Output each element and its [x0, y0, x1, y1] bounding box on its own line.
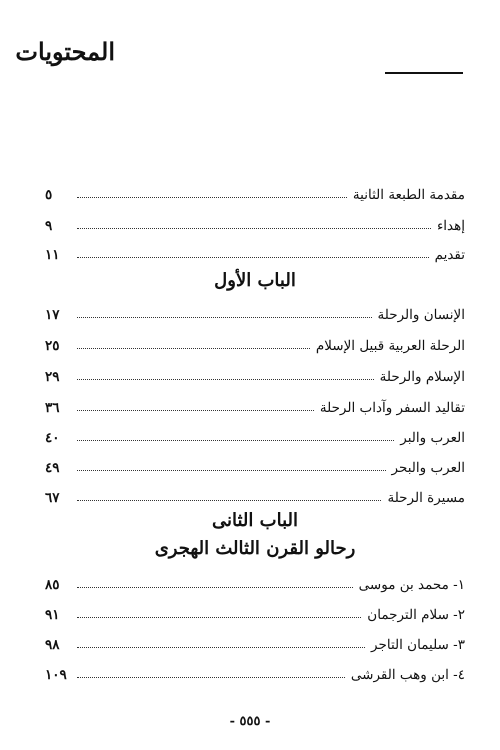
toc-page-number: ٦٧	[45, 489, 60, 506]
dot-leader	[77, 617, 361, 618]
toc-entry-label: إهداء	[436, 217, 465, 234]
dot-leader	[77, 348, 310, 349]
toc-entry[interactable]	[45, 483, 465, 505]
toc-page-number: ٤٩	[45, 459, 60, 476]
toc-page-number: ٤٠	[45, 429, 60, 446]
dot-leader	[77, 317, 372, 318]
toc-entry[interactable]	[45, 331, 465, 353]
toc-page-number: ١١	[45, 246, 60, 263]
toc-entry[interactable]	[45, 423, 465, 445]
toc-page-number: ٥	[45, 186, 53, 203]
toc-entry[interactable]	[45, 453, 465, 475]
toc-page-number: ٢٩	[45, 368, 60, 385]
toc-entry-label: تقديم	[434, 246, 465, 263]
dot-leader	[77, 197, 347, 198]
toc-entry[interactable]	[45, 211, 465, 233]
toc-page-number: ٩١	[45, 606, 60, 623]
toc-entry-label: الإسلام والرحلة	[379, 368, 465, 385]
toc-page-number: ٩٨	[45, 636, 60, 653]
part-two-heading: الباب الثانى	[211, 510, 299, 531]
toc-page-number: ٨٥	[45, 576, 60, 593]
toc-entry[interactable]	[45, 660, 465, 682]
part-one-heading: الباب الأول	[214, 270, 296, 291]
toc-entry[interactable]	[45, 362, 465, 384]
toc-entry-label: الرحلة العربية قبيل الإسلام	[315, 337, 465, 354]
toc-entry[interactable]	[45, 180, 465, 202]
toc-entry-label: العرب والبحر	[391, 459, 465, 476]
toc-entry[interactable]	[45, 300, 465, 322]
toc-entry-label: الإنسان والرحلة	[377, 306, 465, 323]
page-title: المحتويات	[15, 37, 115, 66]
toc-page-number: ١٧	[45, 306, 60, 323]
toc-entry-label: ٢- سلام الترجمان	[367, 606, 465, 623]
toc-entry-label: تقاليد السفر وآداب الرحلة	[319, 399, 465, 416]
dot-leader	[77, 257, 429, 258]
toc-page-number: ٣٦	[45, 399, 60, 416]
toc-entry[interactable]	[45, 600, 465, 622]
dot-leader	[77, 470, 386, 471]
toc-entry-label: ٣- سليمان التاجر	[371, 636, 465, 653]
toc-entry[interactable]	[45, 630, 465, 652]
dot-leader	[77, 587, 353, 588]
toc-entry[interactable]	[45, 393, 465, 415]
toc-entry-label: العرب والبر	[400, 429, 465, 446]
toc-entry[interactable]	[45, 570, 465, 592]
dot-leader	[77, 228, 431, 229]
toc-entry-label: مقدمة الطبعة الثانية	[352, 186, 465, 203]
dot-leader	[77, 647, 365, 648]
toc-entry-label: مسيرة الرحلة	[387, 489, 465, 506]
toc-entry[interactable]	[45, 240, 465, 262]
dot-leader	[77, 677, 345, 678]
toc-page-number: ٩	[45, 217, 53, 234]
dot-leader	[77, 410, 314, 411]
dot-leader	[77, 379, 374, 380]
page-footer-number: - ٥٥٥ -	[229, 714, 271, 729]
part-two-subheading: رحالو القرن الثالث الهجرى	[154, 538, 356, 559]
toc-entry-label: ٤- ابن وهب القرشى	[350, 666, 465, 683]
toc-page-number: ٢٥	[45, 337, 60, 354]
dot-leader	[77, 440, 394, 441]
toc-page-number: ١٠٩	[45, 666, 67, 683]
dot-leader	[77, 500, 381, 501]
toc-entry-label: ١- محمد بن موسى	[358, 576, 465, 593]
